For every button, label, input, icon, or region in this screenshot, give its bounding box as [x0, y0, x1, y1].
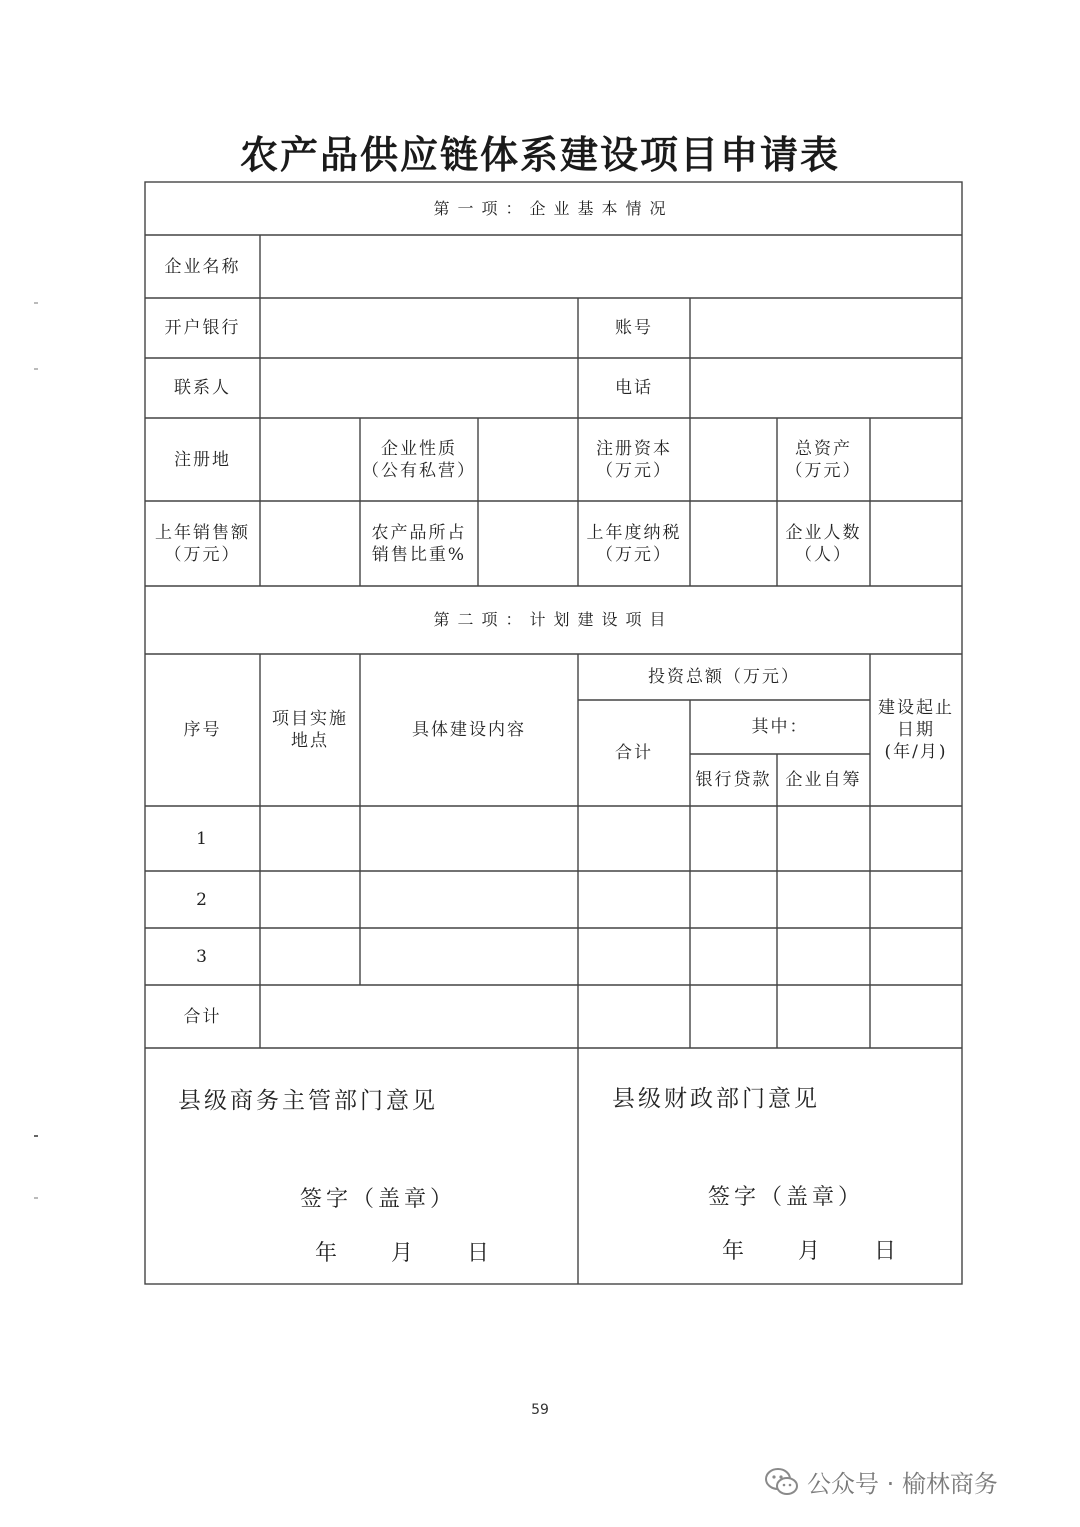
col-location-header — [260, 654, 360, 806]
agri-ratio-label — [360, 501, 478, 586]
tax-label-line1: 上年度纳税 — [586, 522, 682, 543]
finance-date-year: 年 — [722, 1239, 745, 1264]
col-total-header: 合计 — [615, 743, 653, 763]
commerce-date-month: 月 — [391, 1241, 414, 1266]
tax-label — [578, 501, 690, 586]
assets-label — [777, 418, 870, 501]
reg-place-label: 注册地 — [174, 449, 231, 470]
col-of-which-header: 其中： — [751, 717, 809, 737]
scan-mark — [34, 1197, 38, 1199]
nature-label-line1: 企业性质 — [381, 438, 457, 459]
scan-mark — [34, 302, 38, 304]
company-name-label: 企业名称 — [164, 256, 241, 277]
staff-label-line2: （人） — [795, 544, 852, 565]
capital-label — [578, 418, 690, 501]
sales-label — [145, 501, 260, 586]
nature-label — [360, 418, 478, 501]
col-self-funded-header: 企业自筹 — [785, 770, 862, 790]
total-row-label: 合计 — [183, 1006, 222, 1027]
col-investment-header: 投资总额（万元） — [648, 667, 800, 687]
finance-signature-label: 签字（盖章） — [708, 1185, 865, 1210]
finance-date-day: 日 — [874, 1239, 897, 1264]
commerce-date-day: 日 — [467, 1241, 490, 1266]
col-location-line1: 项目实施 — [272, 709, 348, 729]
scan-mark — [34, 368, 38, 370]
agri-ratio-label-line2: 销售比重% — [371, 544, 467, 565]
wechat-icon — [765, 1467, 799, 1497]
agri-ratio-label-line1: 农产品所占 — [371, 522, 467, 543]
capital-label-line2: （万元） — [596, 460, 672, 481]
finance-date-line — [722, 1234, 896, 1265]
capital-label-line1: 注册资本 — [596, 438, 672, 459]
col-period-line3: (年/月) — [884, 742, 948, 762]
section2-heading: 第二项：计划建设项目 — [433, 610, 674, 629]
table-row-seq-3: 3 — [196, 946, 209, 967]
assets-label-line1: 总资产 — [795, 438, 852, 459]
nature-label-line2: （公有私营） — [362, 460, 476, 481]
table-row-seq-2: 2 — [196, 889, 209, 910]
page-number: 59 — [531, 1402, 549, 1418]
section1-heading: 第一项：企业基本情况 — [433, 198, 674, 218]
staff-label-line1: 企业人数 — [785, 522, 862, 543]
phone-label: 电话 — [615, 378, 653, 398]
tax-label-line2: （万元） — [596, 544, 672, 565]
account-label: 账号 — [615, 318, 653, 338]
commerce-date-line — [315, 1236, 489, 1267]
finance-opinion-label: 县级财政部门意见 — [612, 1086, 820, 1112]
assets-label-line2: （万元） — [785, 460, 862, 481]
commerce-signature-label: 签字（盖章） — [300, 1187, 457, 1212]
watermark — [765, 1464, 998, 1499]
col-period-line1: 建设起止 — [878, 698, 954, 718]
sales-label-line2: （万元） — [164, 544, 241, 565]
scan-mark — [34, 1135, 38, 1137]
sales-label-line1: 上年销售额 — [155, 522, 250, 543]
commerce-date-year: 年 — [315, 1241, 338, 1266]
table-row-seq-1: 1 — [196, 828, 209, 849]
watermark-text: 公众号 · 榆林商务 — [807, 1470, 998, 1498]
col-period-line2: 日期 — [897, 720, 935, 740]
col-bank-loan-header: 银行贷款 — [695, 770, 772, 790]
staff-label — [777, 501, 870, 586]
col-content-header: 具体建设内容 — [412, 720, 526, 740]
col-seq-header: 序号 — [183, 720, 222, 740]
bank-label: 开户银行 — [164, 318, 241, 338]
document-title: 农产品供应链体系建设项目申请表 — [239, 133, 840, 177]
finance-date-month: 月 — [798, 1239, 821, 1264]
contact-label: 联系人 — [174, 378, 231, 398]
commerce-opinion-label: 县级商务主管部门意见 — [178, 1088, 438, 1114]
col-period-header — [870, 654, 962, 806]
col-location-line2: 地点 — [291, 731, 329, 751]
